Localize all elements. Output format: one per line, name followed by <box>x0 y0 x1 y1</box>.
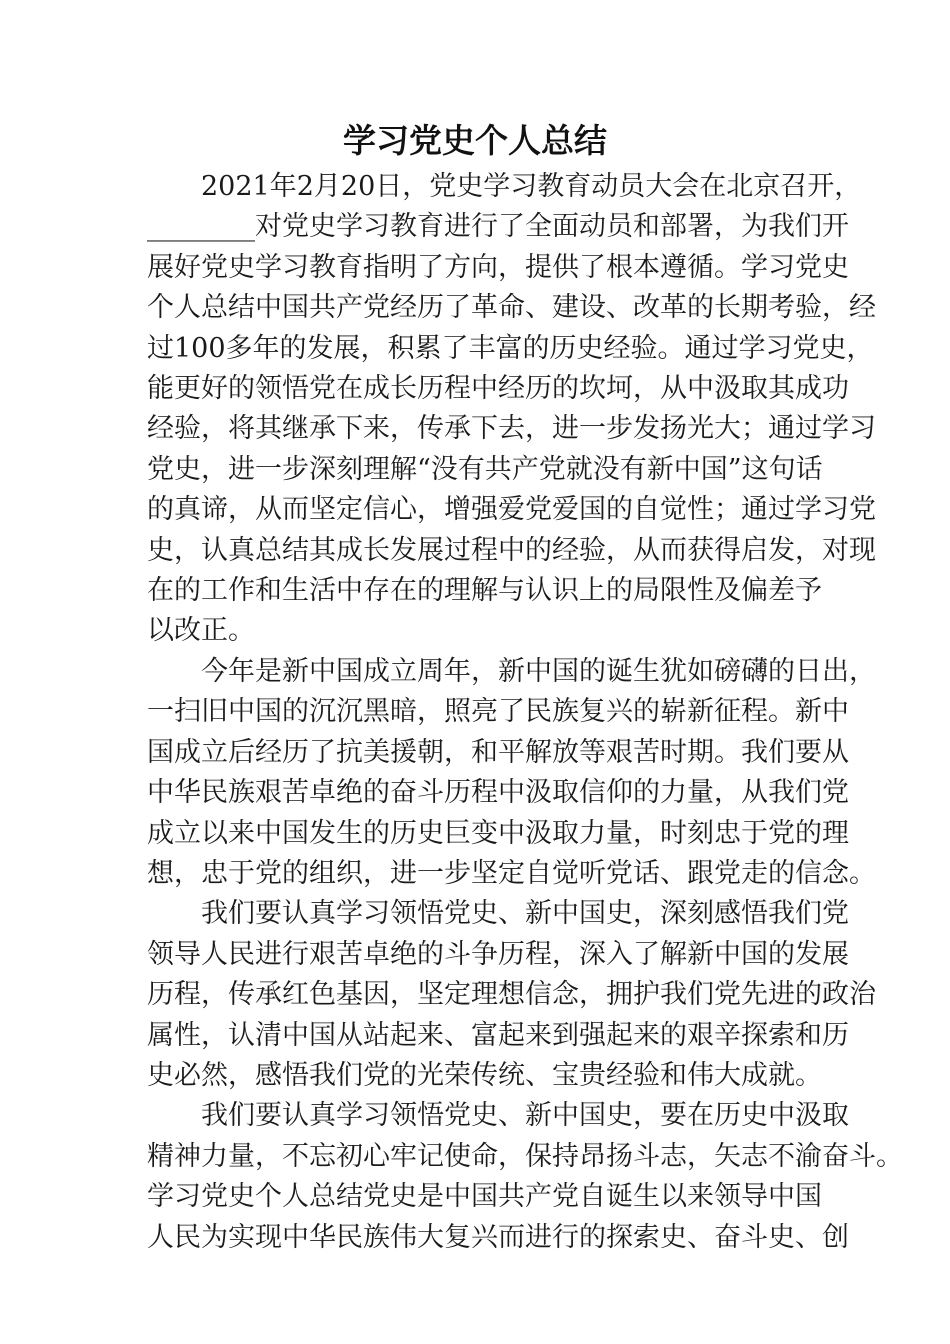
paragraph-line: 精神力量，不忘初心牢记使命，保持昂扬斗志，矢志不渝奋斗。 <box>147 1140 903 1172</box>
paragraph-line: 在的工作和生活中存在的理解与认识上的局限性及偏差予 <box>147 575 822 607</box>
paragraph-line: 想，忠于党的组织，进一步坚定自觉听党话、跟党走的信念。 <box>147 857 876 889</box>
paragraph-line: 中华民族艰苦卓绝的奋斗历程中汲取信仰的力量，从我们党 <box>147 777 849 809</box>
paragraph-4 <box>147 1096 903 1258</box>
document-body <box>147 167 903 1258</box>
paragraph-line: 学习党史个人总结党史是中国共产党自诞生以来领导中国 <box>147 1181 822 1213</box>
paragraph-1 <box>147 167 876 652</box>
paragraph-line: 史，认真总结其成长发展过程中的经验，从而获得启发，对现 <box>147 534 876 566</box>
paragraph-line: 历程，传承红色基因，坚定理想信念，拥护我们党先进的政治 <box>147 979 876 1011</box>
paragraph-line: 我们要认真学习领悟党史、新中国史，要在历史中汲取 <box>201 1100 849 1132</box>
paragraph-line: 一扫旧中国的沉沉黑暗，照亮了民族复兴的崭新征程。新中 <box>147 696 849 728</box>
paragraph-line: 以改正。 <box>147 615 255 647</box>
paragraph-line: 能更好的领悟党在成长历程中经历的坎坷，从中汲取其成功 <box>147 373 849 405</box>
paragraph-2 <box>147 652 876 894</box>
paragraph-line: 人民为实现中华民族伟大复兴而进行的探索史、奋斗史、创 <box>147 1221 849 1253</box>
paragraph-line: 史必然，感悟我们党的光荣传统、宝贵经验和伟大成就。 <box>147 1059 822 1091</box>
paragraph-line: 党史，进一步深刻理解“没有共产党就没有新中国”这句话 <box>147 453 823 485</box>
paragraph-line: 个人总结中国共产党经历了革命、建设、改革的长期考验，经 <box>147 292 876 324</box>
paragraph-line: ________对党史学习教育进行了全面动员和部署，为我们开 <box>147 211 849 243</box>
paragraph-line: 展好党史学习教育指明了方向，提供了根本遵循。学习党史 <box>147 251 849 283</box>
paragraph-line: 的真谛，从而坚定信心，增强爱党爱国的自觉性；通过学习党 <box>147 494 876 526</box>
paragraph-line: 属性，认清中国从站起来、富起来到强起来的艰辛探索和历 <box>147 1019 849 1051</box>
paragraph-line: 2021年2月20日，党史学习教育动员大会在北京召开， <box>201 171 862 202</box>
paragraph-line: 成立以来中国发生的历史巨变中汲取力量，时刻忠于党的理 <box>147 817 849 849</box>
paragraph-line: 国成立后经历了抗美援朝，和平解放等艰苦时期。我们要从 <box>147 736 849 768</box>
paragraph-line: 经验，将其继承下来，传承下去，进一步发扬光大；通过学习 <box>147 413 876 445</box>
paragraph-line: 过100多年的发展，积累了丰富的历史经验。通过学习党史， <box>147 332 874 364</box>
paragraph-line: 领导人民进行艰苦卓绝的斗争历程，深入了解新中国的发展 <box>147 938 849 970</box>
paragraph-3 <box>147 894 876 1096</box>
paragraph-line: 我们要认真学习领悟党史、新中国史，深刻感悟我们党 <box>201 898 849 930</box>
document-title: 学习党史个人总结 <box>343 121 607 160</box>
paragraph-line: 今年是新中国成立周年，新中国的诞生犹如磅礴的日出， <box>201 655 876 687</box>
